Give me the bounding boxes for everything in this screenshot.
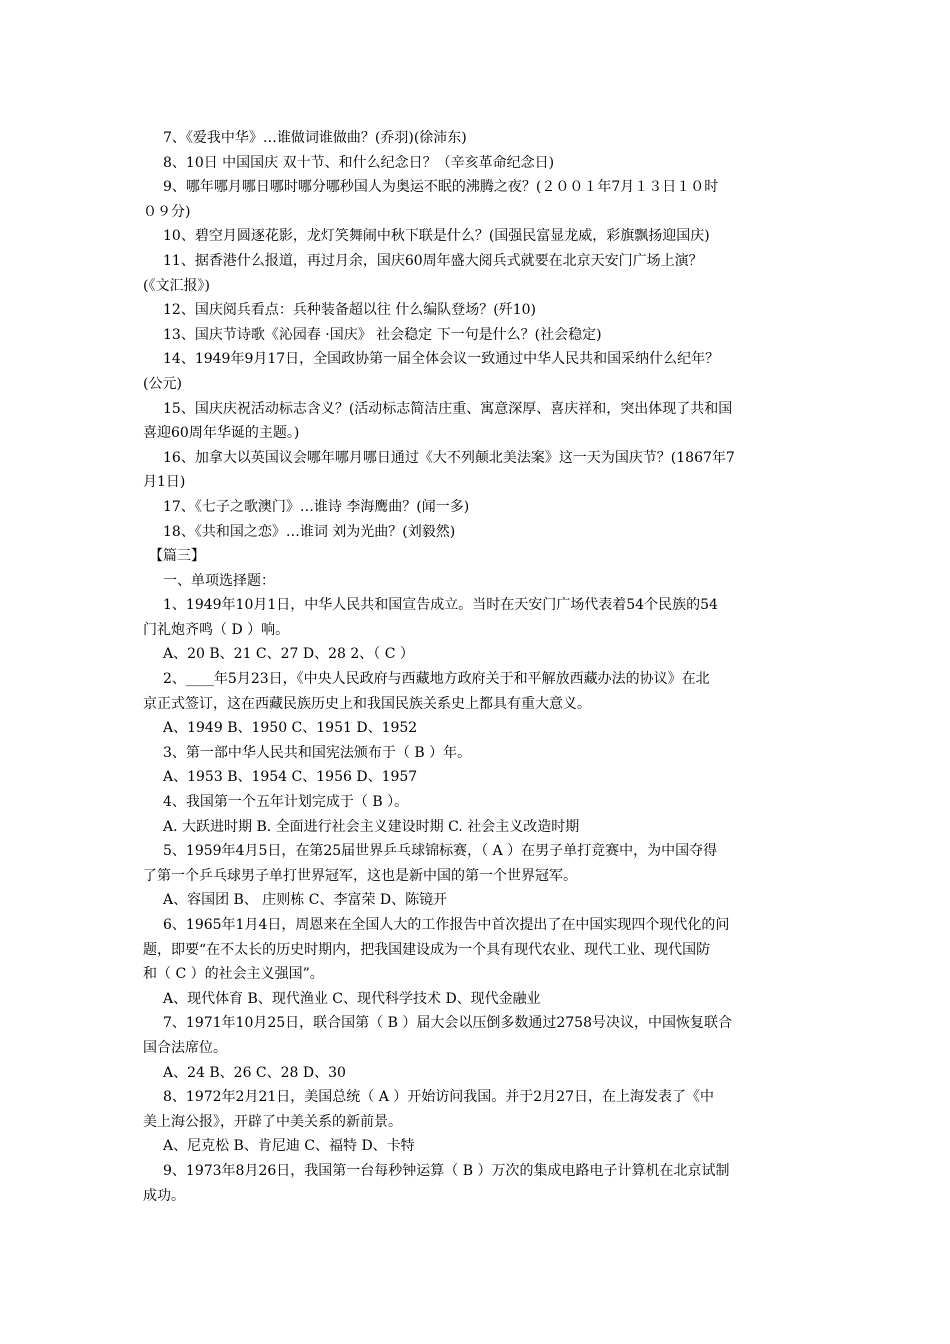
question-line: 6、1965年1月4日，周恩来在全国人大的工作报告中首次提出了在中国实现四个现代化的问 bbox=[163, 917, 730, 933]
options-line: A、容国团 B、 庄则栋 C、李富荣 D、陈镜开 bbox=[163, 892, 448, 909]
question-line: 美上海公报》，开辟了中美关系的新前景。 bbox=[143, 1113, 402, 1130]
text-line: 月1日) bbox=[143, 474, 186, 491]
text-line: (《文汇报》) bbox=[143, 277, 210, 294]
text-line: 12、国庆阅兵看点：兵种装备超以往 什么编队登场？(歼10) bbox=[163, 302, 537, 319]
question-line: 4、我国第一个五年计划完成于（ B ）。 bbox=[163, 794, 409, 811]
text-line: 11、据香港什么报道，再过月余，国庆60周年盛大阅兵式就要在北京天安门广场上演？ bbox=[163, 252, 703, 269]
options-line: A、20 B、21 C、27 D、28 2、（ C ） bbox=[163, 646, 414, 663]
options-line: A、1953 B、1954 C、1956 D、1957 bbox=[163, 769, 418, 786]
subsection-heading: 一、单项选择题： bbox=[163, 572, 275, 589]
options-line: A、现代体育 B、现代渔业 C、现代科学技术 D、现代金融业 bbox=[163, 990, 541, 1007]
text-line: 10、碧空月圆逐花影，龙灯笑舞闹中秋下联是什么？(国强民富显龙威，彩旗飘扬迎国庆) bbox=[163, 228, 710, 245]
question-line: 2、____年5月23日，《中央人民政府与西藏地方政府关于和平解放西藏办法的协议》在北 bbox=[163, 671, 710, 688]
text-line: 15、国庆庆祝活动标志含义？(活动标志简洁庄重、寓意深厚、喜庆祥和，突出体现了共和国 bbox=[163, 400, 733, 417]
text-line: 13、国庆节诗歌《沁园春 ·国庆》 社会稳定 下一句是什么？(社会稳定) bbox=[163, 326, 602, 343]
question-line: 京正式签订，这在西藏民族历史上和我国民族关系史上都具有重大意义。 bbox=[143, 695, 591, 712]
text-line: 14、1949年9月17日，全国政协第一届全体会议一致通过中华人民共和国采纳什么纪年？ bbox=[163, 351, 720, 368]
question-line: 成功。 bbox=[143, 1187, 185, 1204]
question-line: 国合法席位。 bbox=[143, 1039, 227, 1056]
text-line: 8、10日 中国国庆 双十节、和什么纪念日？（辛亥革命纪念日) bbox=[163, 154, 555, 171]
question-line: 8、1972年2月21日，美国总统（ A ）开始访问我国。并于2月27日，在上海发表了《中 bbox=[163, 1089, 714, 1106]
section-heading: 【篇三】 bbox=[149, 548, 205, 565]
text-line: 16、加拿大以英国议会哪年哪月哪日通过《大不列颠北美法案》这一天为国庆节？(1867年7 bbox=[163, 449, 735, 466]
question-line: 9、1973年8月26日，我国第一台每秒钟运算（ B ）万次的集成电路电子计算机在北京试制 bbox=[163, 1162, 730, 1179]
options-line: A、24 B、26 C、28 D、30 bbox=[163, 1064, 346, 1081]
question-line: 了第一个乒乓球男子单打世界冠军，这也是新中国的第一个世界冠军。 bbox=[143, 867, 577, 884]
question-line: 门礼炮齐鸣（ D ）响。 bbox=[143, 621, 290, 638]
options-line: A、1949 B、1950 C、1951 D、1952 bbox=[163, 720, 418, 737]
text-line: ０９分) bbox=[143, 203, 191, 220]
options-line: A、尼克松 B、肯尼迪 C、福特 D、卡特 bbox=[163, 1138, 415, 1155]
question-line: 3、第一部中华人民共和国宪法颁布于（ B ）年。 bbox=[163, 744, 472, 761]
text-line: 喜迎60周年华诞的主题。) bbox=[143, 425, 300, 442]
text-line: 17、《七子之歌澳门》…谁诗 李海鹰曲？(闻一多) bbox=[163, 498, 470, 515]
text-line: 18、《共和国之恋》…谁词 刘为光曲？(刘毅然) bbox=[163, 523, 456, 540]
question-line: 7、1971年10月25日，联合国第（ B ）届大会以压倒多数通过2758号决议，中国恢复联合 bbox=[163, 1015, 732, 1032]
text-line: (公元) bbox=[143, 375, 182, 392]
question-line: 题，即要“在不太长的历史时期内，把我国建设成为一个具有现代农业、现代工业、现代国防 bbox=[143, 941, 711, 958]
text-line: 7、《爱我中华》…谁做词谁做曲？(乔羽)(徐沛东) bbox=[163, 130, 467, 146]
options-line: A. 大跃进时期 B. 全面进行社会主义建设时期 C. 社会主义改造时期 bbox=[163, 818, 580, 835]
question-line: 1、1949年10月1日，中华人民共和国宣告成立。当时在天安门广场代表着54个民族的54 bbox=[163, 597, 718, 614]
document-body bbox=[143, 126, 811, 1208]
question-line: 和（ C ）的社会主义强国”。 bbox=[143, 966, 324, 983]
text-line: 9、哪年哪月哪日哪时哪分哪秒国人为奥运不眠的沸腾之夜？(２００１年7月１３日１０时 bbox=[163, 179, 719, 196]
question-line: 5、1959年4月5日，在第25届世界乒乓球锦标赛，（ A ）在男子单打竞赛中，为中国夺得 bbox=[163, 843, 718, 860]
